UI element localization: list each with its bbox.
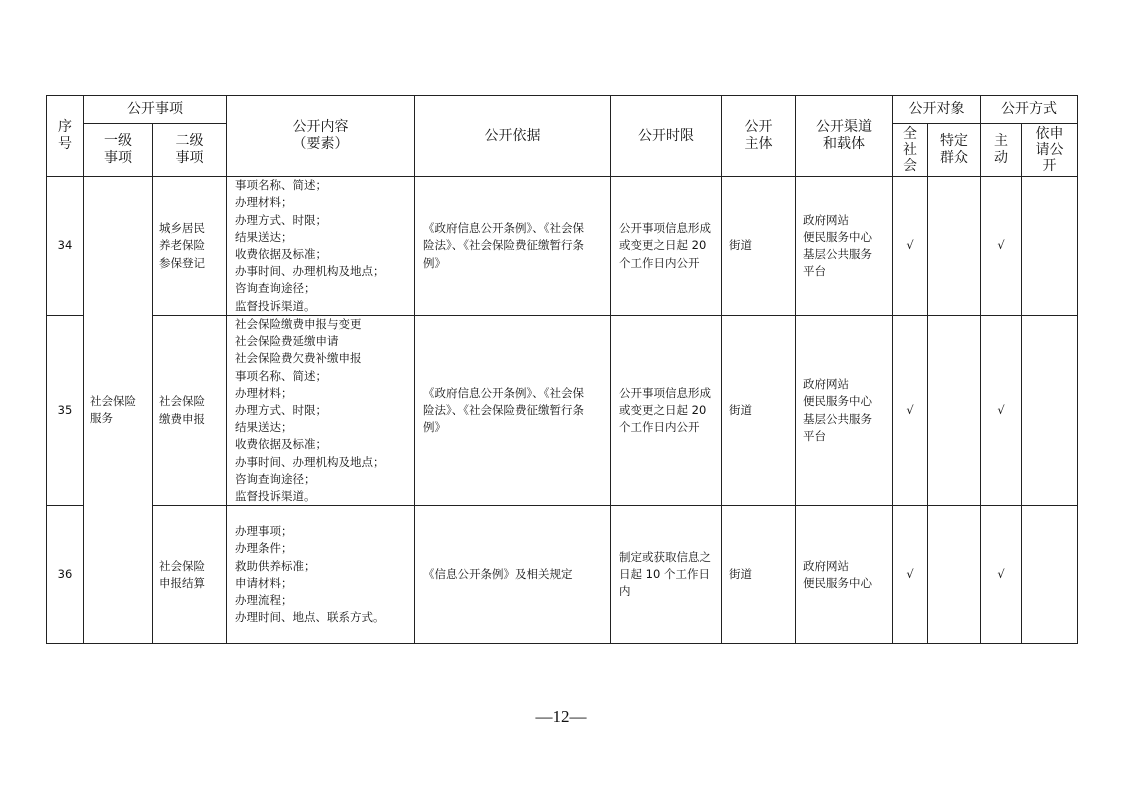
method-active-check: √ bbox=[981, 506, 1022, 644]
audience-specific-check bbox=[928, 177, 981, 316]
disclosure-subject: 街道 bbox=[722, 316, 796, 506]
disclosure-subject: 街道 bbox=[722, 506, 796, 644]
method-active-check: √ bbox=[981, 316, 1022, 506]
header-basis: 公开依据 bbox=[415, 96, 611, 177]
audience-all-check: √ bbox=[893, 177, 928, 316]
row-number: 36 bbox=[47, 506, 84, 644]
header-method-request: 依申 请公 开 bbox=[1022, 124, 1078, 177]
disclosure-content: 办理事项； 办理条件； 救助供养标准； 申请材料； 办理流程； 办理时间、地点、联系方式。 bbox=[227, 506, 415, 644]
header-method-active: 主 动 bbox=[981, 124, 1022, 177]
level2-item: 城乡居民 养老保险 参保登记 bbox=[153, 177, 227, 316]
header-audience-all: 全 社 会 bbox=[893, 124, 928, 177]
row-number: 34 bbox=[47, 177, 84, 316]
disclosure-time-limit: 公开事项信息形成 或变更之日起 20 个工作日内公开 bbox=[611, 316, 722, 506]
header-subject: 公开 主体 bbox=[722, 96, 796, 177]
method-request-check bbox=[1022, 506, 1078, 644]
table-row bbox=[47, 177, 1078, 316]
disclosure-basis: 《政府信息公开条例》、《社会保 险法》、《社会保险费征缴暂行条 例》 bbox=[415, 177, 611, 316]
page-number: —12— bbox=[535, 707, 587, 726]
method-request-check bbox=[1022, 177, 1078, 316]
disclosure-channel: 政府网站 便民服务中心 基层公共服务 平台 bbox=[796, 177, 893, 316]
header-seq: 序 号 bbox=[47, 96, 84, 177]
method-active-check: √ bbox=[981, 177, 1022, 316]
audience-specific-check bbox=[928, 506, 981, 644]
header-content: 公开内容 （要素） bbox=[227, 96, 415, 177]
audience-all-check: √ bbox=[893, 506, 928, 644]
disclosure-content: 事项名称、简述； 办理材料； 办理方式、时限； 结果送达； 收费依据及标准； 办事时间、办理机构及地点； 咨询查询途径； 监督投诉渠道。 bbox=[227, 177, 415, 316]
table-row bbox=[47, 506, 1078, 644]
header-level1: 一级 事项 bbox=[84, 124, 153, 177]
disclosure-channel: 政府网站 便民服务中心 bbox=[796, 506, 893, 644]
table-row bbox=[47, 316, 1078, 506]
header-channel: 公开渠道 和载体 bbox=[796, 96, 893, 177]
disclosure-subject: 街道 bbox=[722, 177, 796, 316]
disclosure-content: 社会保险缴费申报与变更 社会保险费延缴申请 社会保险费欠费补缴申报 事项名称、简述； 办理材料； 办理方式、时限； 结果送达； 收费依据及标准； 办事时间、办理机构及地点； 咨询查询途径； 监督投诉渠道。 bbox=[227, 316, 415, 506]
method-request-check bbox=[1022, 316, 1078, 506]
level2-item: 社会保险 缴费申报 bbox=[153, 316, 227, 506]
disclosure-table bbox=[46, 95, 1078, 644]
header-audience-specific: 特定 群众 bbox=[928, 124, 981, 177]
disclosure-time-limit: 制定或获取信息之 日起 10 个工作日 内 bbox=[611, 506, 722, 644]
level2-item: 社会保险 申报结算 bbox=[153, 506, 227, 644]
audience-all-check: √ bbox=[893, 316, 928, 506]
disclosure-time-limit: 公开事项信息形成 或变更之日起 20 个工作日内公开 bbox=[611, 177, 722, 316]
header-matters: 公开事项 bbox=[84, 96, 227, 124]
header-row-1 bbox=[47, 96, 1078, 124]
disclosure-channel: 政府网站 便民服务中心 基层公共服务 平台 bbox=[796, 316, 893, 506]
header-audience: 公开对象 bbox=[893, 96, 981, 124]
level1-item-social-insurance: 社会保险 服务 bbox=[84, 177, 153, 644]
header-method: 公开方式 bbox=[981, 96, 1078, 124]
audience-specific-check bbox=[928, 316, 981, 506]
disclosure-basis: 《政府信息公开条例》、《社会保 险法》、《社会保险费征缴暂行条 例》 bbox=[415, 316, 611, 506]
row-number: 35 bbox=[47, 316, 84, 506]
header-level2: 二级 事项 bbox=[153, 124, 227, 177]
header-time-limit: 公开时限 bbox=[611, 96, 722, 177]
disclosure-basis: 《信息公开条例》及相关规定 bbox=[415, 506, 611, 644]
